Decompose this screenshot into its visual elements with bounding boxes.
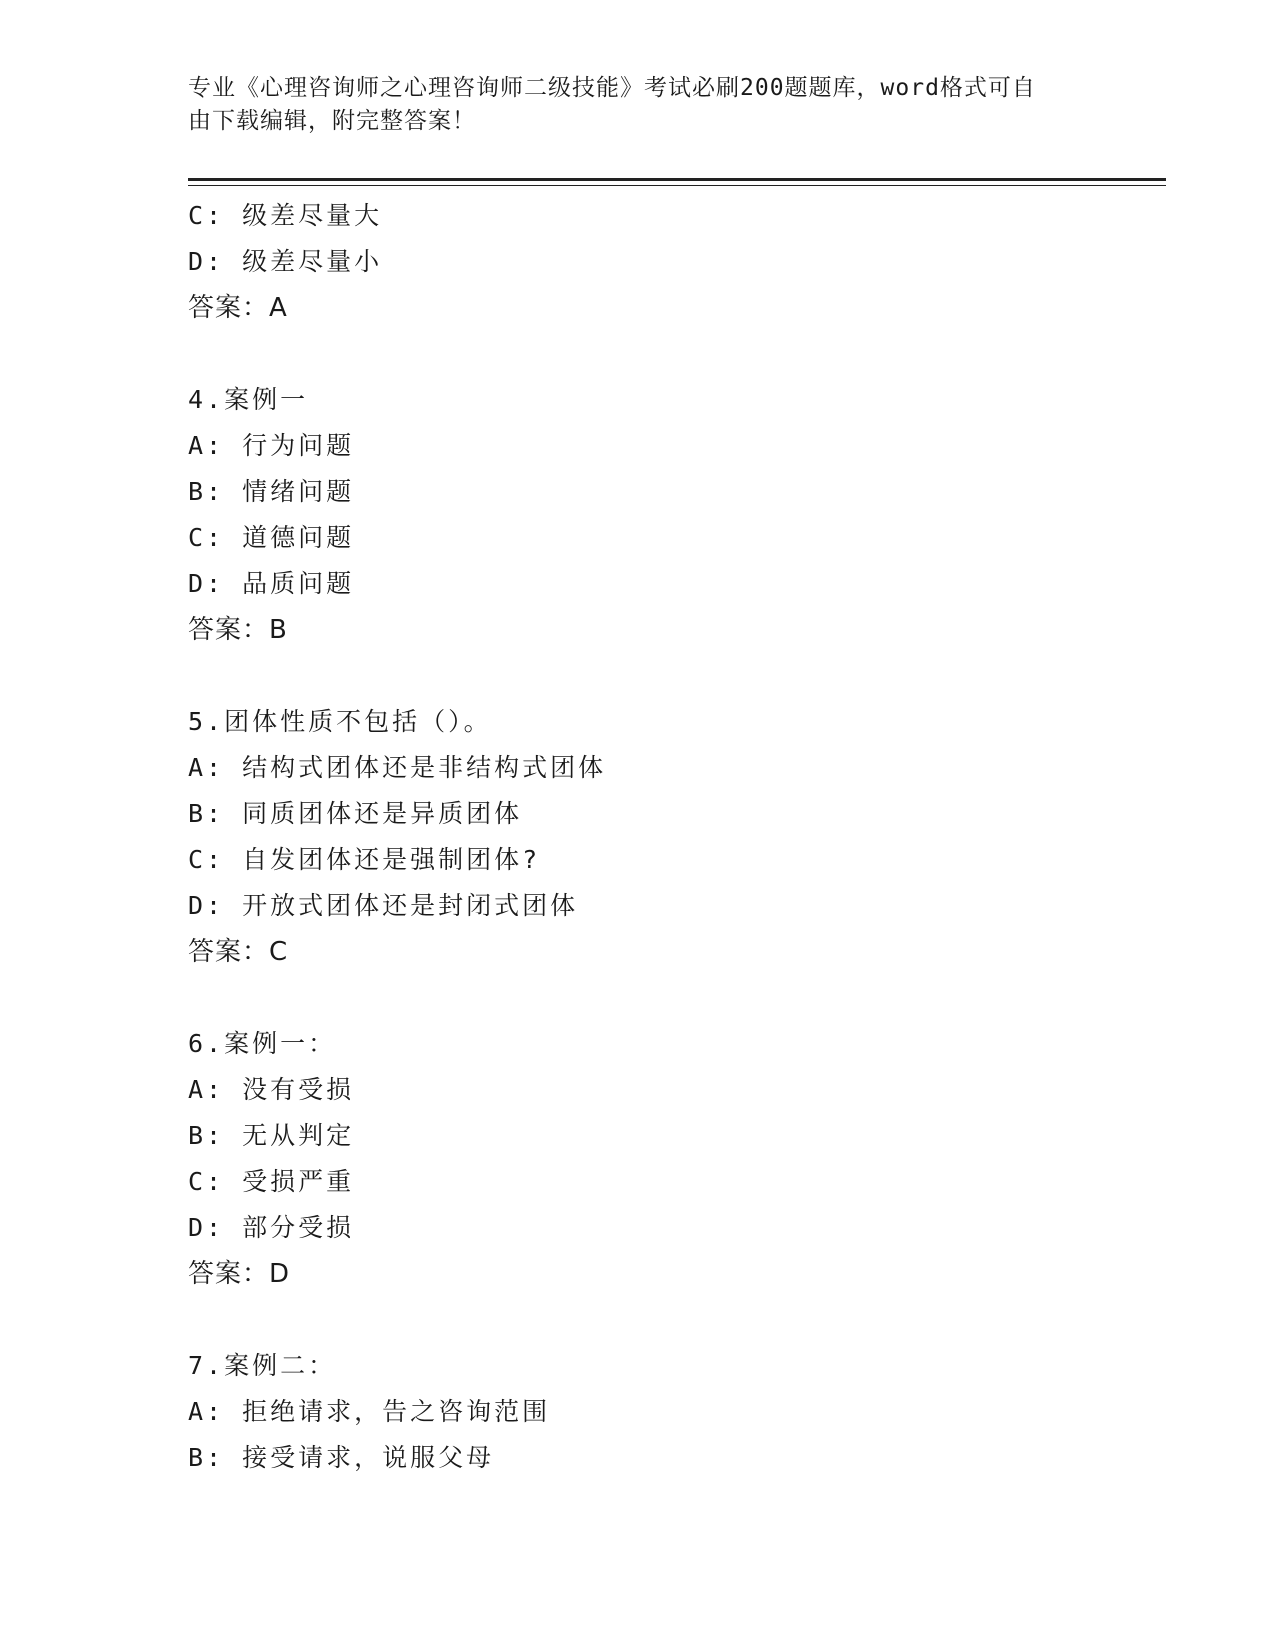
- option-b: B: 无从判定: [188, 1121, 355, 1150]
- question-title: 5.团体性质不包括（）。: [188, 707, 492, 736]
- question-4-block: [188, 377, 1166, 653]
- option-a: A: 拒绝请求，告之咨询范围: [188, 1397, 551, 1426]
- header-divider-thick: [188, 178, 1166, 181]
- header-line-1: 专业《心理咨询师之心理咨询师二级技能》考试必刷200题题库，word格式可自: [188, 75, 1036, 101]
- option-c: C: 道德问题: [188, 523, 355, 552]
- option-a: A: 行为问题: [188, 431, 355, 460]
- answer-line: 答案：D: [188, 1259, 291, 1289]
- header-line-2: 由下载编辑，附完整答案！: [188, 108, 476, 134]
- question-6-block: [188, 1021, 1166, 1297]
- question-title: 4.案例一: [188, 385, 309, 414]
- question-list: [188, 193, 1166, 1481]
- option-c: C: 级差尽量大: [188, 201, 383, 230]
- option-d: D: 部分受损: [188, 1213, 355, 1242]
- option-d: D: 品质问题: [188, 569, 355, 598]
- option-d: D: 级差尽量小: [188, 247, 383, 276]
- question-7-block: [188, 1343, 1166, 1481]
- option-b: B: 情绪问题: [188, 477, 355, 506]
- question-title: 7.案例二：: [188, 1351, 337, 1380]
- answer-line: 答案：B: [188, 615, 288, 645]
- option-a: A: 结构式团体还是非结构式团体: [188, 753, 607, 782]
- document-header: [188, 72, 1078, 138]
- option-d: D: 开放式团体还是封闭式团体: [188, 891, 579, 920]
- option-c: C: 受损严重: [188, 1167, 355, 1196]
- question-5-block: [188, 699, 1166, 975]
- header-divider-thin: [188, 185, 1166, 186]
- question-title: 6.案例一：: [188, 1029, 337, 1058]
- option-b: B: 接受请求，说服父母: [188, 1443, 495, 1472]
- answer-line: 答案：A: [188, 293, 288, 323]
- option-c: C: 自发团体还是强制团体?: [188, 845, 541, 874]
- answer-line: 答案：C: [188, 937, 289, 967]
- option-a: A: 没有受损: [188, 1075, 355, 1104]
- option-b: B: 同质团体还是异质团体: [188, 799, 523, 828]
- question-3-block: [188, 193, 1166, 331]
